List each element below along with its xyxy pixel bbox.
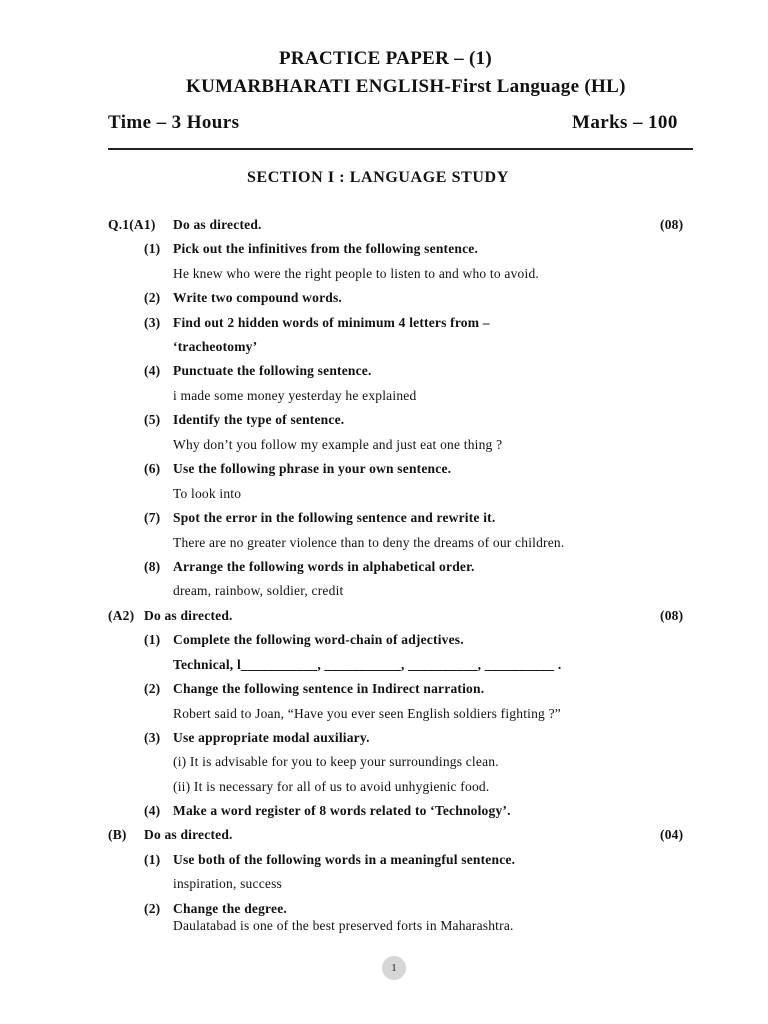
time-label: Time – 3 Hours [108,112,240,133]
question-heading: Do as directed. [144,608,233,623]
paper-subtitle: KUMARBHARATI ENGLISH-First Language (HL) [186,76,626,97]
item-number: (4) [144,363,161,378]
item-sub: To look into [173,486,242,501]
item-number: (4) [144,803,161,818]
question-label: Q.1(A1) [108,217,156,232]
item-number: (3) [144,315,161,330]
item-sub: There are no greater violence than to deny the dreams of our children. [173,535,565,550]
item-text: Identify the type of sentence. [173,412,345,427]
item-number: (2) [144,290,161,305]
item-text: Use both of the following words in a meaningful sentence. [173,852,516,867]
item-number: (7) [144,510,161,525]
item-text: Pick out the infinitives from the following sentence. [173,241,479,256]
item-text: Use the following phrase in your own sentence. [173,461,452,476]
question-marks: (08) [660,608,684,623]
item-text: Write two compound words. [173,290,343,305]
item-text: Arrange the following words in alphabetical order. [173,559,475,574]
question-heading: Do as directed. [173,217,262,232]
item-number: (2) [144,681,161,696]
question-heading: Do as directed. [144,827,233,842]
item-number: (1) [144,632,161,647]
item-text: Change the following sentence in Indirect narration. [173,681,485,696]
item-sub: He knew who were the right people to listen to and who to avoid. [173,266,539,281]
header-divider [108,148,693,150]
item-sub: Why don’t you follow my example and just eat one thing ? [173,437,503,452]
question-marks: (04) [660,827,684,842]
page-number: 1 [382,956,406,980]
item-text: Find out 2 hidden words of minimum 4 letters from – [173,315,490,330]
item-text: Spot the error in the following sentence and rewrite it. [173,510,496,525]
item-number: (1) [144,852,161,867]
item-text: Change the degree. [173,901,287,916]
item-sub: dream, rainbow, soldier, credit [173,583,344,598]
item-number: (2) [144,901,161,916]
question-label: (B) [108,827,127,842]
item-sub: i made some money yesterday he explained [173,388,417,403]
item-sub: Daulatabad is one of the best preserved forts in Maharashtra. [173,918,514,933]
item-number: (3) [144,730,161,745]
marks-label: Marks – 100 [572,112,678,133]
item-number: (6) [144,461,161,476]
paper-title: PRACTICE PAPER – (1) [279,48,493,69]
item-text: Complete the following word-chain of adjectives. [173,632,464,647]
item-number: (1) [144,241,161,256]
item-number: (5) [144,412,161,427]
item-sub: (i) It is advisable for you to keep your surroundings clean. [173,754,499,769]
question-marks: (08) [660,217,684,232]
item-text: Make a word register of 8 words related to ‘Technology’. [173,803,511,818]
item-text: Punctuate the following sentence. [173,363,372,378]
item-sub: Robert said to Joan, “Have you ever seen English soldiers fighting ?” [173,706,561,721]
item-text: Use appropriate modal auxiliary. [173,730,370,745]
item-sub: inspiration, success [173,876,282,891]
item-sub: (ii) It is necessary for all of us to avoid unhygienic food. [173,779,490,794]
section-title: SECTION I : LANGUAGE STUDY [247,169,509,186]
item-sub: ‘tracheotomy’ [173,339,258,354]
word-chain: Technical, l___________, ___________, __________, __________ . [173,657,562,672]
question-label: (A2) [108,608,135,623]
item-number: (8) [144,559,161,574]
